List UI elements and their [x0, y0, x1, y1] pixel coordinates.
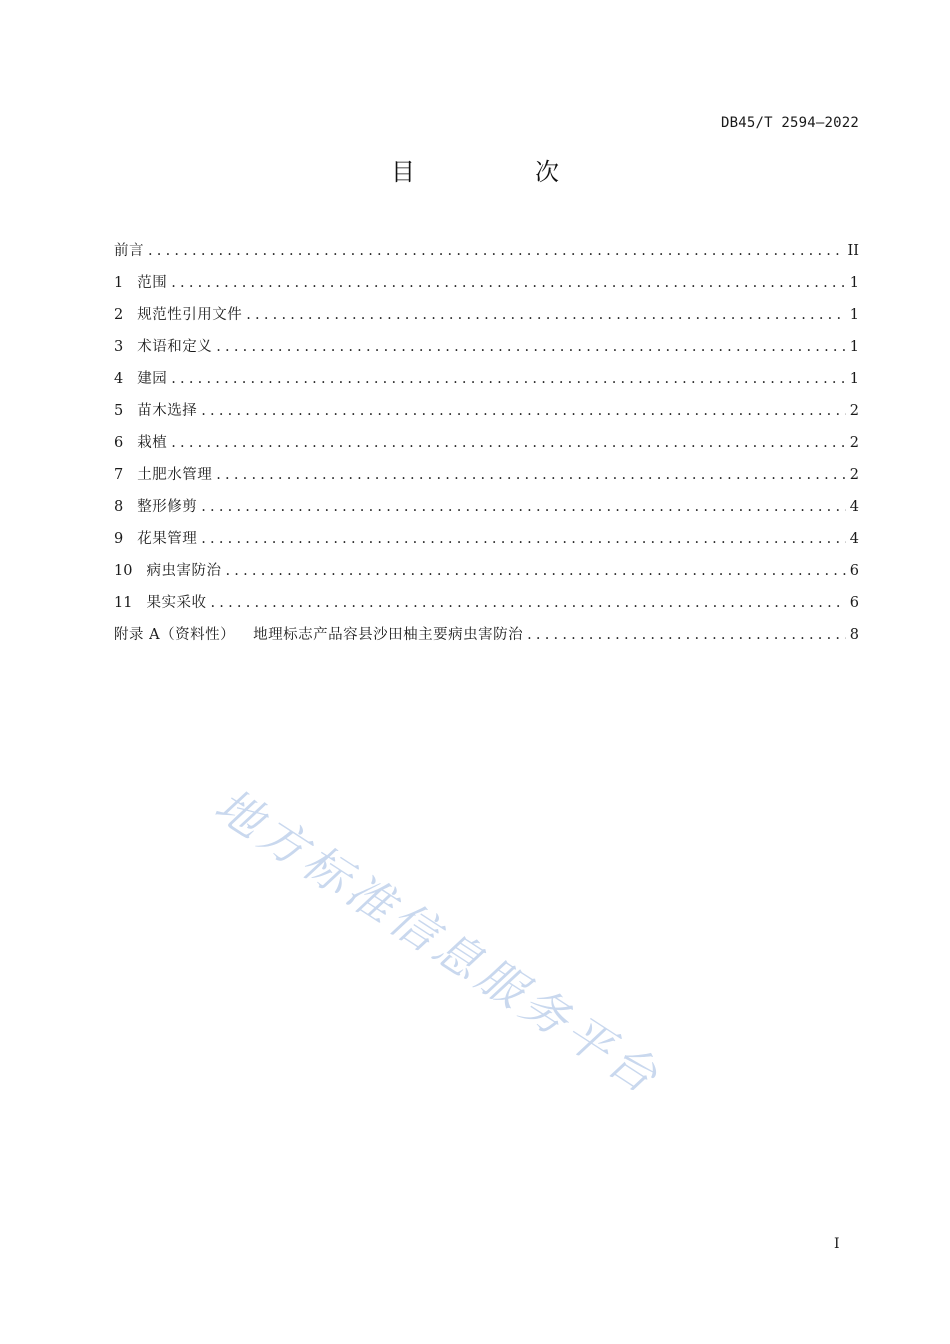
toc-entry-label: 前言: [114, 243, 144, 259]
toc-entry-page: 4: [849, 499, 859, 515]
toc-entry-label: 栽植: [137, 435, 168, 451]
toc-entry-page: 1: [849, 275, 859, 291]
toc-entry-label: 土肥水管理: [137, 467, 213, 483]
toc-entry-1[interactable]: [114, 271, 859, 303]
toc-entry-number: 1: [114, 275, 124, 291]
toc-entry-5[interactable]: [114, 399, 859, 431]
toc-leader-dots: [201, 399, 846, 423]
toc-leader-dots: [171, 271, 846, 295]
toc-entry-label: 花果管理: [137, 531, 198, 547]
watermark: 地方标准信息服务平台: [205, 777, 672, 1107]
toc-entry-3[interactable]: [114, 335, 859, 367]
toc-leader-dots: [171, 367, 846, 391]
toc-entry-page: 1: [849, 339, 859, 355]
toc-entry-label: 整形修剪: [137, 499, 198, 515]
toc-entry-number: 11: [114, 595, 133, 611]
toc-entry-11[interactable]: [114, 591, 859, 623]
toc-entry-label: 规范性引用文件: [137, 307, 243, 323]
toc-entry-page: 1: [849, 307, 859, 323]
toc-leader-dots: [216, 335, 846, 359]
toc-entry-number: 5: [114, 403, 124, 419]
toc-entry-number: 4: [114, 371, 124, 387]
toc-leader-dots: [225, 559, 845, 583]
toc-entry-8[interactable]: [114, 495, 859, 527]
toc-leader-dots: [171, 431, 846, 455]
toc-entry-number: 2: [114, 307, 124, 323]
toc-entry-appendix-a[interactable]: [114, 623, 859, 655]
toc-entry-label: 地理标志产品容县沙田柚主要病虫害防治: [253, 627, 524, 643]
toc-entry-label: 建园: [137, 371, 168, 387]
toc-entry-page: 2: [849, 403, 859, 419]
toc-entry-9[interactable]: [114, 527, 859, 559]
toc-title: 目 次: [391, 158, 607, 186]
toc-entry-number: 9: [114, 531, 124, 547]
table-of-contents: [114, 239, 859, 655]
toc-entry-number: 10: [114, 563, 133, 579]
toc-entry-7[interactable]: [114, 463, 859, 495]
toc-entry-page: 2: [849, 467, 859, 483]
toc-entry-10[interactable]: [114, 559, 859, 591]
toc-entry-number: 7: [114, 467, 124, 483]
toc-entry-label: 病虫害防治: [146, 563, 222, 579]
toc-entry-2[interactable]: [114, 303, 859, 335]
toc-entry-page: 2: [849, 435, 859, 451]
toc-entry-foreword[interactable]: [114, 239, 859, 271]
toc-entry-label: 果实采收: [146, 595, 207, 611]
toc-entry-page: 1: [849, 371, 859, 387]
toc-entry-label: 范围: [137, 275, 168, 291]
toc-entry-number: 6: [114, 435, 124, 451]
toc-leader-dots: [148, 239, 844, 263]
toc-entry-label: 术语和定义: [137, 339, 213, 355]
toc-leader-dots: [201, 495, 846, 519]
toc-entry-page: 4: [849, 531, 859, 547]
toc-leader-dots: [210, 591, 845, 615]
toc-leader-dots: [201, 527, 846, 551]
toc-leader-dots: [216, 463, 846, 487]
toc-appendix-prefix: 附录 A（资料性）: [114, 627, 236, 643]
toc-entry-number: 3: [114, 339, 124, 355]
toc-entry-number: 8: [114, 499, 124, 515]
toc-entry-page: II: [847, 243, 859, 259]
toc-leader-dots: [246, 303, 846, 327]
toc-entry-page: 6: [849, 595, 859, 611]
toc-entry-page: 6: [849, 563, 859, 579]
toc-entry-page: 8: [849, 627, 859, 643]
toc-entry-label: 苗木选择: [137, 403, 198, 419]
toc-leader-dots: [527, 623, 846, 647]
document-code: DB45/T 2594—2022: [720, 115, 859, 131]
toc-entry-4[interactable]: [114, 367, 859, 399]
page-number: I: [834, 1236, 840, 1252]
toc-entry-6[interactable]: [114, 431, 859, 463]
